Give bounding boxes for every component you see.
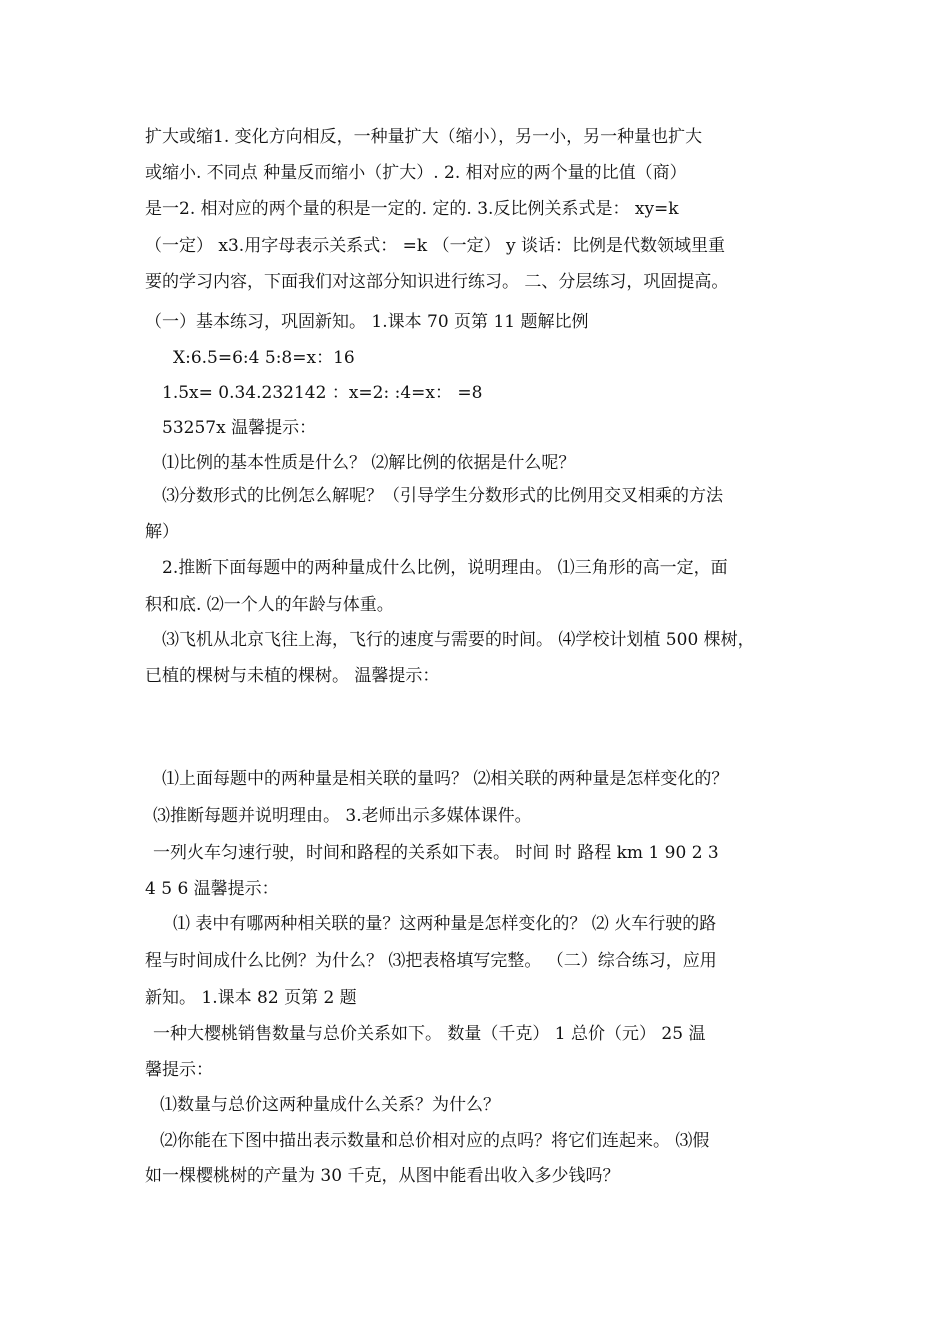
text-line: ⑴上面每题中的两种量是相关联的量吗？ ⑵相关联的两种量是怎样变化的？ [162, 769, 729, 789]
text-line: X:6.5=6:4 5:8=x：16 [173, 348, 355, 368]
text-line: ⑵你能在下图中描出表示数量和总价相对应的点吗？将它们连起来。 ⑶假 [160, 1131, 710, 1151]
text-line: 扩大或缩1. 变化方向相反，一种量扩大（缩小），另一小，另一种量也扩大 [145, 127, 703, 147]
text-line: ⑶飞机从北京飞往上海，飞行的速度与需要的时间。 ⑷学校计划植 500 棵树， [162, 630, 755, 650]
text-line: （一）基本练习，巩固新知。 1.课本 70 页第 11 题解比例 [145, 312, 589, 332]
text-line: 新知。 1.课本 82 页第 2 题 [145, 988, 357, 1008]
text-line: 如一棵樱桃树的产量为 30 千克，从图中能看出收入多少钱吗？ [145, 1166, 620, 1186]
text-line: 或缩小. 不同点 种量反而缩小（扩大）. 2. 相对应的两个量的比值（商） [145, 163, 687, 183]
text-line: 馨提示： [145, 1060, 213, 1080]
text-line: （一定） x3.用字母表示关系式： =k （一定） y 谈话：比例是代数领域里重 [145, 236, 725, 256]
text-line: ⑴比例的基本性质是什么？ ⑵解比例的依据是什么呢？ [162, 453, 576, 473]
text-line: 积和底. ⑵一个人的年龄与体重。 [145, 595, 394, 615]
text-line: ⑶推断每题并说明理由。 3.老师出示多媒体课件。 [153, 806, 532, 826]
text-line: ⑴ 表中有哪两种相关联的量？这两种量是怎样变化的？ ⑵ 火车行驶的路 [173, 914, 717, 934]
text-line: 2.推断下面每题中的两种量成什么比例，说明理由。 ⑴三角形的高一定，面 [162, 558, 728, 578]
text-line: 4 5 6 温馨提示： [145, 879, 279, 899]
text-line: 53257x 温馨提示： [162, 418, 317, 438]
text-line: ⑶分数形式的比例怎么解呢？（引导学生分数形式的比例用交叉相乘的方法 [162, 486, 723, 506]
text-line: 1.5x= 0.34.232142 ：x=2: :4=x： =8 [162, 383, 483, 403]
text-line: 程与时间成什么比例？为什么？ ⑶把表格填写完整。 （二）综合练习，应用 [145, 951, 717, 971]
text-line: ⑴数量与总价这两种量成什么关系？为什么？ [160, 1095, 500, 1115]
text-line: 已植的棵树与未植的棵树。 温馨提示： [145, 666, 440, 686]
text-line: 是一2. 相对应的两个量的积是一定的. 定的. 3.反比例关系式是： xy=k [145, 199, 679, 219]
text-line: 一种大樱桃销售数量与总价关系如下。 数量（千克） 1 总价（元） 25 温 [153, 1024, 706, 1044]
text-line: 要的学习内容，下面我们对这部分知识进行练习。 二、分层练习，巩固提高。 [145, 272, 729, 292]
text-line: 解） [145, 522, 179, 542]
text-line: 一列火车匀速行驶，时间和路程的关系如下表。 时间 时 路程 km 1 90 2 3 [153, 843, 719, 863]
